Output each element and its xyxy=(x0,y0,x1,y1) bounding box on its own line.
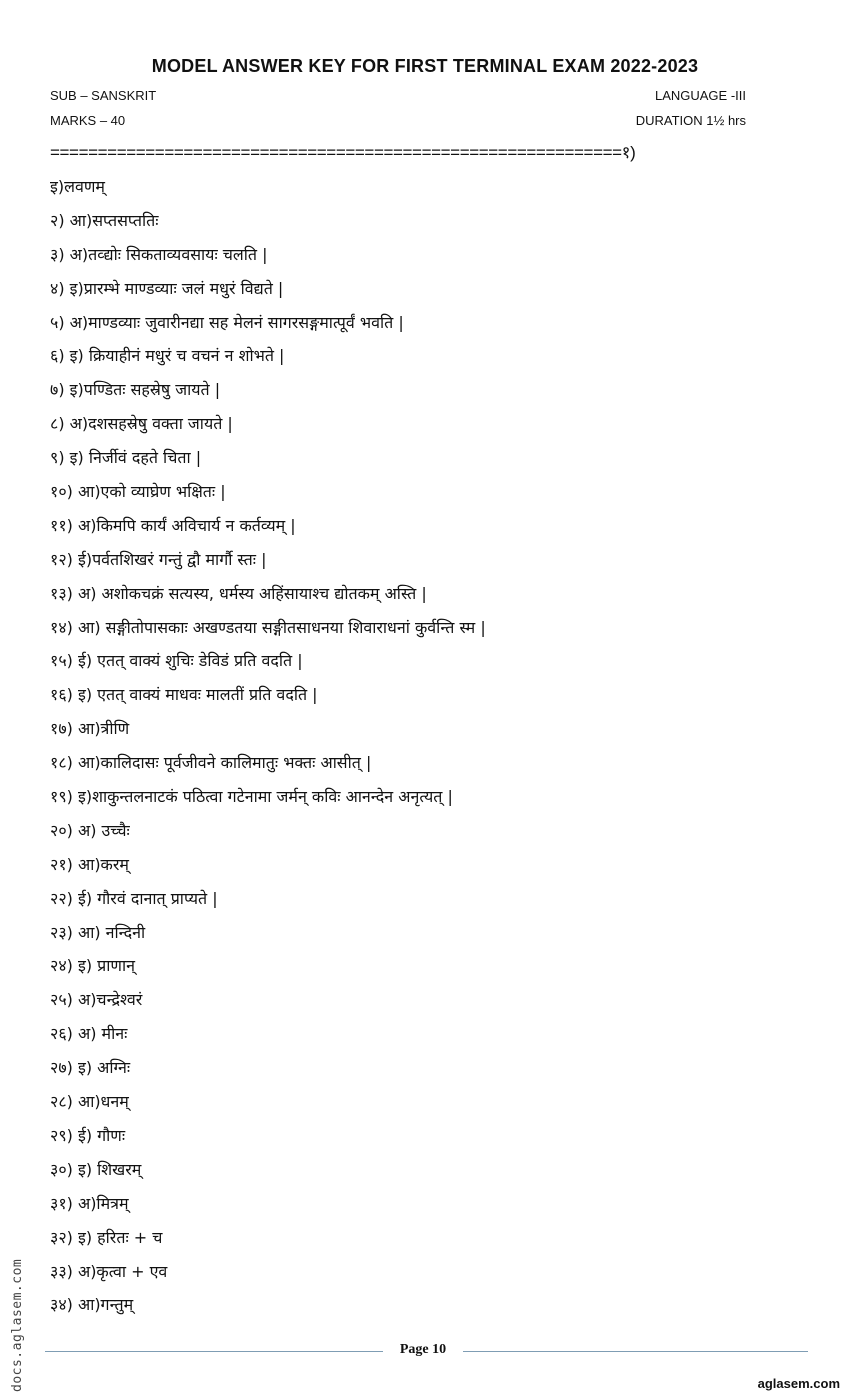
answer-item: १६) इ) एतत् वाक्यं माधवः मालतीं प्रति वदति | xyxy=(50,685,318,705)
answer-item: ३) अ)तव्द्योः सिकताव्यवसायः चलति | xyxy=(50,244,268,264)
answer-list xyxy=(50,170,790,1322)
answer-item: ४) इ)प्रारम्भे माण्डव्याः जलं मधुरं विद्यते | xyxy=(50,278,284,298)
page-title: MODEL ANSWER KEY FOR FIRST TERMINAL EXAM 2022-2023 xyxy=(151,56,699,76)
answer-item: ३१) अ)मित्रम् xyxy=(50,1193,129,1213)
answer-item: २७) इ) अग्निः xyxy=(50,1058,131,1078)
answer-item: ८) अ)दशसहस्रेषु वक्ता जायते | xyxy=(50,414,233,434)
separator-line: ============================================================१) xyxy=(50,143,636,162)
answer-item: ७) इ)पण्डितः सहस्रेषु जायते | xyxy=(50,380,221,400)
answer-item: १४) आ) सङ्गीतोपासकाः अखण्डतया सङ्गीतसाधनया शिवाराधनां कुर्वन्ति स्म | xyxy=(50,617,486,637)
answer-item: ९) इ) निर्जीवं दहते चिता | xyxy=(50,448,202,468)
side-watermark: docs.aglasem.com xyxy=(10,1258,25,1392)
answer-item: २३) आ) नन्दिनी xyxy=(50,922,146,942)
answer-item: १३) अ) अशोकचक्रं सत्यस्य, धर्मस्य अहिंसायाश्च द्योतकम् अस्ति | xyxy=(50,583,427,603)
answer-item: २९) ई) गौणः xyxy=(50,1125,126,1145)
answer-item: २६) अ) मीनः xyxy=(50,1024,128,1044)
marks-label: MARKS – 40 xyxy=(50,113,126,128)
answer-item: १५) ई) एतत् वाक्यं शुचिः डेविडं प्रति वदति | xyxy=(50,651,303,671)
answer-item: इ)लवणम् xyxy=(50,177,105,196)
answer-item: १०) आ)एको व्याघ्रेण भक्षितः | xyxy=(50,482,226,502)
answer-item: २८) आ)धनम् xyxy=(50,1092,129,1112)
answer-item: ५) अ)माण्डव्याः जुवारीनद्या सह मेलनं सागरसङ्गमात्पूर्वं भवति | xyxy=(50,312,404,332)
page-number: Page 10 xyxy=(399,1342,447,1357)
subject-label: SUB – SANSKRIT xyxy=(50,88,157,103)
footer-rule-left xyxy=(45,1351,383,1352)
answer-item: २१) आ)करम् xyxy=(50,854,129,874)
answer-item: २०) अ) उच्चैः xyxy=(50,820,130,840)
footer-rule-right xyxy=(463,1351,808,1352)
language-label: LANGUAGE -III xyxy=(654,88,746,103)
answer-item: २२) ई) गौरवं दानात् प्राप्यते | xyxy=(50,888,218,908)
answer-item: ६) इ) क्रियाहीनं मधुरं च वचनं न शोभते | xyxy=(50,346,285,366)
answer-item: १९) इ)शाकुन्तलनाटकं पठित्वा गटेनामा जर्मन् कविः आनन्देन अनृत्यत् | xyxy=(50,787,453,807)
answer-item: १७) आ)त्रीणि xyxy=(50,719,130,739)
answer-item: १८) आ)कालिदासः पूर्वजीवने कालिमातुः भक्तः आसीत् | xyxy=(50,753,372,773)
answer-item: २५) अ)चन्द्रेश्वरं xyxy=(50,990,143,1010)
answer-item: २४) इ) प्राणान् xyxy=(50,956,135,976)
answer-item: ३४) आ)गन्तुम् xyxy=(50,1295,134,1315)
answer-item: १२) ई)पर्वतशिखरं गन्तुं द्वौ मार्गौ स्तः | xyxy=(50,549,267,569)
answer-item: ३३) अ)कृत्वा + एव xyxy=(50,1261,168,1281)
answer-item: ११) अ)किमपि कार्यं अविचार्य न कर्तव्यम् | xyxy=(50,515,296,535)
answer-item: ३२) इ) हरितः + च xyxy=(50,1227,163,1247)
answer-item: २) आ)सप्तसप्ततिः xyxy=(50,210,159,230)
answer-item: ३०) इ) शिखरम् xyxy=(50,1159,142,1179)
brand-label: aglasem.com xyxy=(757,1376,840,1391)
duration-label: DURATION 1½ hrs xyxy=(635,113,746,128)
